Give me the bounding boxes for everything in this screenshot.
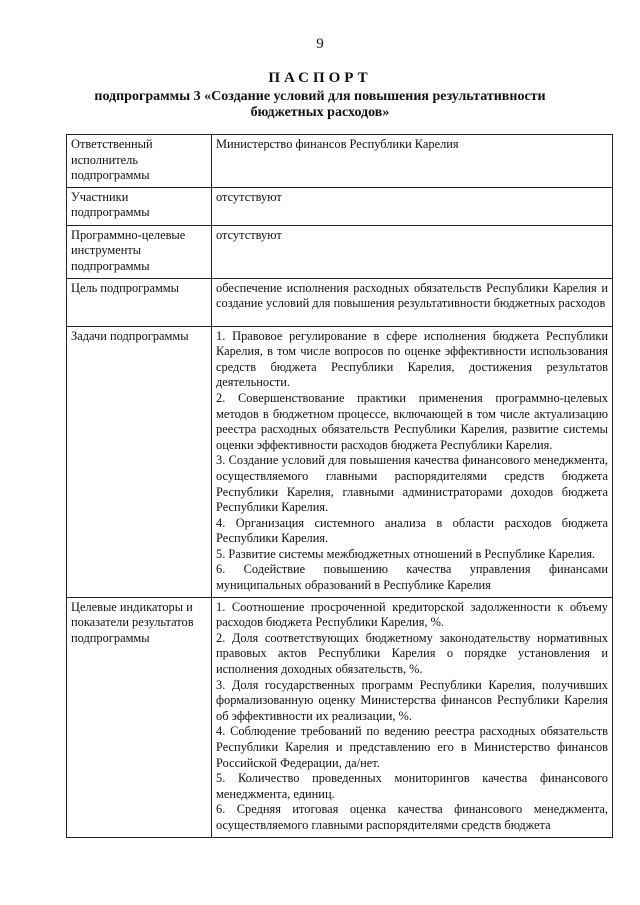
row-label: Программно-целевые инструменты подпрограммы [67,225,212,278]
indicator-item: 5. Количество проведенных мониторингов качества финансового менеджмента, единиц. [216,771,608,801]
indicator-item: 4. Соблюдение требований по ведению реестра расходных обязательств Республики Карелия и представлению его в Министерство финансов Российской Федерации, да/нет. [216,724,608,770]
indicator-item: 1. Соотношение просроченной кредиторской задолженности к объему расходов бюджета Республики Карелия, %. [216,599,608,630]
row-label: Задачи подпрограммы [67,326,212,597]
indicator-item: 3. Доля государственных программ Республики Карелия, получивших формализованную оценку Министерства финансов Республики Карелия об эффективности их реализации, %. [216,677,608,723]
indicator-item: 2. Доля соответствующих бюджетному законодательству нормативных правовых актов Республики Карелия о порядке установления и исполнения доходных обязательств, %. [216,630,608,677]
table-row [67,326,613,597]
row-value: обеспечение исполнения расходных обязательств Республики Карелия и создание условий для повышения результативности бюджетных расходов [212,278,613,326]
document-subtitle: подпрограммы 3 «Создание условий для повышения результативности бюджетных расходов» [94,89,546,120]
row-value: Министерство финансов Республики Карелия [212,135,613,188]
document-title: ПАСПОРТ [268,70,372,86]
row-label: Цель подпрограммы [67,278,212,326]
table-row [67,278,613,326]
row-label: Ответственный исполнитель подпрограммы [67,135,212,188]
passport-table [66,134,613,838]
tasks-list [212,326,613,597]
indicator-item: 6. Средняя итоговая оценка качества финансового менеджмента, осуществляемого главными распорядителями средств бюджета [216,802,608,832]
task-item: 2. Совершенствование практики применения программно-целевых методов в бюджетном процессе, включающей в том числе актуализацию реестра расходных обязательств Республики Карелия, развитие системы оценки эффективности расходов бюджета Республики Карелия. [216,390,608,452]
task-item: 5. Развитие системы межбюджетных отношений в Республике Карелия. [216,546,596,561]
table-row [67,135,613,188]
row-value: отсутствуют [212,225,613,278]
task-item: 6. Содействие повышению качества управления финансами муниципальных образований в Республике Карелия [216,562,608,593]
table-row [67,187,613,225]
row-label: Целевые индикаторы и показатели результатов подпрограммы [67,597,212,837]
row-value: отсутствуют [212,187,613,225]
task-item: 3. Создание условий для повышения качества финансового менеджмента, осуществляемого главными распорядителями средств бюджета Республики Карелия, главными администраторами доходов бюджета Республики Карелия. [216,453,608,515]
task-item: 1. Правовое регулирование в сфере исполнения бюджета Республики Карелия, в том числе вопросов по оценке эффективности использования средств бюджета Республики Карелия, достижения результатов деятельности. [216,328,608,390]
task-item: 4. Организация системного анализа в области расходов бюджета Республики Карелия. [216,515,608,546]
row-label: Участники подпрограммы [67,187,212,225]
table-row [67,225,613,278]
table-row [67,597,613,837]
page-number: 9 [316,36,324,52]
indicators-list [212,597,613,837]
